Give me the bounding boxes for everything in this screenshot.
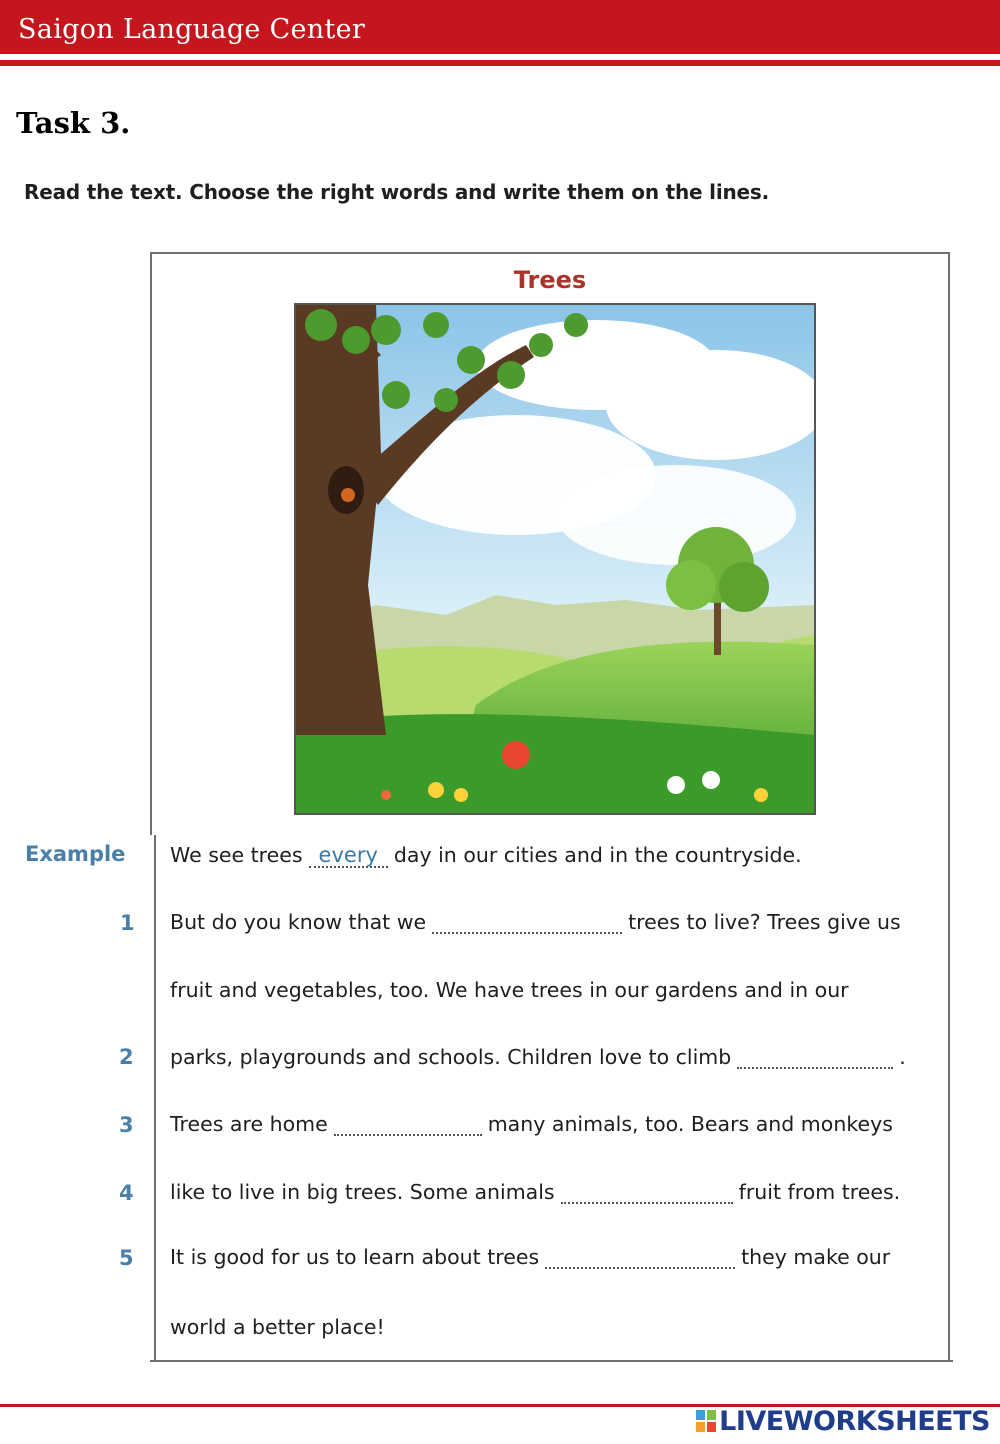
answer-blank-2[interactable] [737,1047,893,1069]
task-instruction: Read the text. Choose the right words and write them on the lines. [24,180,769,204]
tree-illustration [294,303,816,815]
text-segment: many animals, too. Bears and monkeys [487,1112,893,1136]
answer-blank-3[interactable] [334,1114,482,1136]
text-line-5 [170,1245,890,1269]
footer-brand-text: LIVEWORKSHEETS [719,1406,990,1437]
text-segment: We see trees [170,843,303,867]
text-line-example [170,843,802,868]
header-rule [0,60,1000,66]
text-line-2 [170,1045,906,1069]
text-segment: . [899,1045,906,1069]
text-segment: fruit from trees. [738,1180,901,1204]
answer-blank-4[interactable] [561,1182,733,1204]
liveworksheets-logo-icon [696,1408,716,1430]
text-line-5b: world a better place! [170,1315,385,1339]
text-segment: It is good for us to learn about trees [170,1245,540,1269]
text-segment: Trees are home [170,1112,328,1136]
text-segment: parks, playgrounds and schools. Children love to climb [170,1045,732,1069]
text-line-3 [170,1112,893,1136]
text-segment: like to live in big trees. Some animals [170,1180,555,1204]
footer-brand[interactable] [696,1406,990,1437]
answer-blank-1[interactable] [432,912,622,934]
text-segment: But do you know that we [170,910,427,934]
example-answer: every [309,844,388,868]
text-segment: day in our cities and in the countryside. [393,843,802,867]
text-line-1b: fruit and vegetables, too. We have trees in our gardens and in our [170,978,849,1002]
item-number-1: 1 [120,911,135,935]
text-line-4 [170,1180,900,1204]
item-number-3: 3 [119,1113,134,1137]
item-number-4: 4 [119,1181,134,1205]
text-segment: they make our [741,1245,891,1269]
example-label: Example [25,842,126,866]
frame-edge [154,1360,953,1362]
text-line-1 [170,910,901,934]
item-number-5: 5 [119,1246,134,1270]
frame-edge [154,835,156,1362]
task-title: Task 3. [16,106,131,140]
text-segment: trees to live? Trees give us [628,910,901,934]
answer-blank-5[interactable] [545,1247,735,1269]
item-number-2: 2 [119,1045,134,1069]
frame-edge [150,252,152,835]
header-title: Saigon Language Center [18,14,366,45]
story-title: Trees [513,266,587,294]
